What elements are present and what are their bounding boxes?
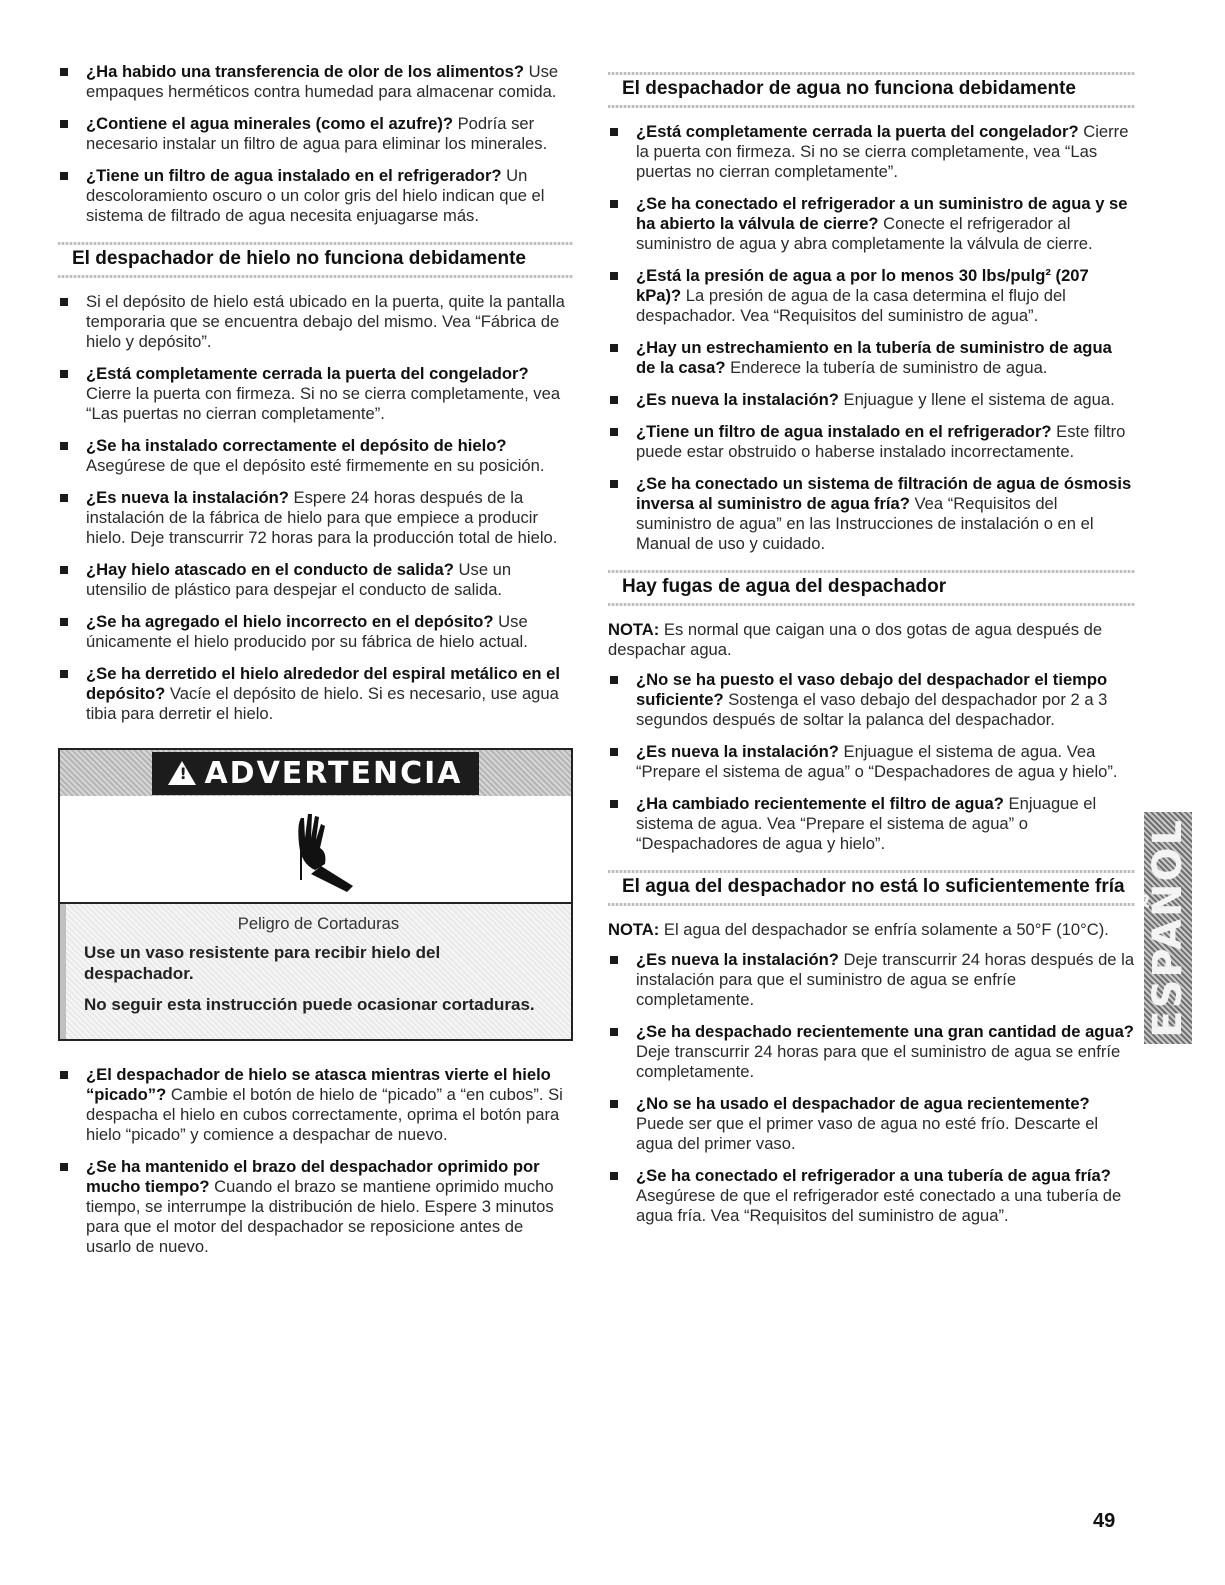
list-item: ¿Está la presión de agua a por lo menos 30 lbs/pulg² (207 kPa)? La presión de agua de la casa determina el flujo del despachador. Vea “Requisitos del suministro de agua”. — [608, 266, 1135, 326]
ice-dispenser-list-continued — [58, 1065, 573, 1257]
water-dispenser-heading: El despachador de agua no funciona debidamente — [608, 72, 1135, 108]
water-not-cold-list — [608, 950, 1135, 1226]
list-item: ¿Ha cambiado recientemente el filtro de agua? Enjuague el sistema de agua. Vea “Prepare el sistema de agua” o “Despachadores de agua y hielo”. — [608, 794, 1135, 854]
leak-note: NOTA: Es normal que caigan una o dos gotas de agua después de despachar agua. — [608, 620, 1103, 659]
list-item: ¿No se ha puesto el vaso debajo del despachador el tiempo suficiente? Sostenga el vaso debajo del despachador por 2 a 3 segundos después de soltar la palanca del despachador. — [608, 670, 1135, 730]
list-item: ¿Se ha conectado un sistema de filtración de agua de ósmosis inversa al suministro de agua fría? Vea “Requisitos del suministro de agua” en las Instrucciones de instalación o en el Manual de uso y cuidado. — [608, 474, 1135, 554]
page-number: 49 — [1093, 1510, 1116, 1532]
water-leak-list — [608, 670, 1135, 854]
list-item: Si el depósito de hielo está ubicado en la puerta, quite la pantalla temporaria que se encuentra debajo del mismo. Vea “Fábrica de hielo y depósito”. — [58, 292, 573, 352]
left-column — [58, 62, 573, 1269]
list-item: ¿Tiene un filtro de agua instalado en el refrigerador? Un descoloramiento oscuro o un color gris del hielo indican que el sistema de filtrado de agua necesita enjuagarse más. — [58, 166, 573, 226]
list-item: ¿Hay hielo atascado en el conducto de salida? Use un utensilio de plástico para despejar el conducto de salida. — [58, 560, 573, 600]
list-item: ¿Se ha mantenido el brazo del despachador oprimido por mucho tiempo? Cuando el brazo se mantiene oprimido mucho tiempo, se interrumpe la distribución de hielo. Espere 3 minutos para que el motor del despachador se reposicione antes de usarlo de nuevo. — [58, 1157, 573, 1257]
list-item: ¿Tiene un filtro de agua instalado en el refrigerador? Este filtro puede estar obstruido o haberse instalado incorrectamente. — [608, 422, 1135, 462]
ice-dispenser-list — [58, 292, 573, 724]
cold-note: NOTA: El agua del despachador se enfría solamente a 50°F (10°C). — [608, 920, 1109, 939]
list-item: ¿El despachador de hielo se atasca mientras vierte el hielo “picado”? Cambie el botón de hielo de “picado” a “en cubos”. Si despacha el hielo en cubos correctamente, oprima el botón para hielo “picado” y comience a despachar de nuevo. — [58, 1065, 573, 1145]
list-item: ¿Contiene el agua minerales (como el azufre)? Podría ser necesario instalar un filtro de agua para eliminar los minerales. — [58, 114, 573, 154]
list-item: ¿Se ha instalado correctamente el depósito de hielo? Asegúrese de que el depósito esté firmemente en su posición. — [58, 436, 573, 476]
language-side-tab — [1144, 812, 1192, 1044]
side-tab-label: ESPAÑOL — [1145, 818, 1191, 1038]
warning-symbol-area — [60, 796, 571, 904]
warning-body — [60, 904, 571, 1039]
list-item: ¿Se ha conectado el refrigerador a un suministro de agua y se ha abierto la válvula de cierre? Conecte el refrigerador al suministro de agua y abra completamente la válvula de cierre. — [608, 194, 1135, 254]
warning-title: ! ADVERTENCIA — [152, 752, 478, 795]
list-item: ¿Se ha despachado recientemente una gran cantidad de agua? Deje transcurrir 24 horas para que el suministro de agua se enfríe completamente. — [608, 1022, 1135, 1082]
list-item: ¿Se ha agregado el hielo incorrecto en el depósito? Use únicamente el hielo producido por su fábrica de hielo actual. — [58, 612, 573, 652]
warning-banner — [60, 750, 571, 796]
water-dispenser-list — [608, 122, 1135, 554]
warning-box — [58, 748, 573, 1041]
list-item: ¿Está completamente cerrada la puerta del congelador? Cierre la puerta con firmeza. Si no se cierra completamente, vea “Las puertas no cierran completamente”. — [58, 364, 573, 424]
list-item: ¿Se ha derretido el hielo alrededor del espiral metálico en el depósito? Vacíe el depósito de hielo. Si es necesario, use agua tibia para derretir el hielo. — [58, 664, 573, 724]
right-column — [608, 72, 1135, 1238]
warning-triangle-icon — [168, 761, 196, 785]
intro-list — [58, 62, 573, 226]
ice-dispenser-heading: El despachador de hielo no funciona debidamente — [58, 242, 573, 278]
list-item: ¿No se ha usado el despachador de agua recientemente? Puede ser que el primer vaso de agua no esté frío. Descarte el agua del primer vaso. — [608, 1094, 1135, 1154]
list-item: ¿Hay un estrechamiento en la tubería de suministro de agua de la casa? Enderece la tubería de suministro de agua. — [608, 338, 1135, 378]
list-item: ¿Es nueva la instalación? Espere 24 horas después de la instalación de la fábrica de hielo para que empiece a producir hielo. Deje transcurrir 72 horas para la producción total de hielo. — [58, 488, 573, 548]
water-leak-heading: Hay fugas de agua del despachador — [608, 570, 1135, 606]
hazard-label: Peligro de Cortaduras — [237, 914, 400, 933]
list-item: ¿Es nueva la instalación? Enjuague el sistema de agua. Vea “Prepare el sistema de agua” o “Despachadores de agua y hielo”. — [608, 742, 1135, 782]
hand-cut-hazard-icon — [271, 804, 361, 894]
warning-consequence: No seguir esta instrucción puede ocasionar cortaduras. — [84, 995, 535, 1014]
list-item: ¿Es nueva la instalación? Deje transcurrir 24 horas después de la instalación para que el suministro de agua se enfríe completamente. — [608, 950, 1135, 1010]
list-item: ¿Se ha conectado el refrigerador a una tubería de agua fría? Asegúrese de que el refrigerador esté conectado a una tubería de agua fría. Vea “Requisitos del suministro de agua”. — [608, 1166, 1135, 1226]
list-item: ¿Es nueva la instalación? Enjuague y llene el sistema de agua. — [608, 390, 1135, 410]
warning-instruction: Use un vaso resistente para recibir hielo del despachador. — [84, 943, 441, 983]
list-item: ¿Ha habido una transferencia de olor de los alimentos? Use empaques herméticos contra humedad para almacenar comida. — [58, 62, 573, 102]
water-not-cold-heading: El agua del despachador no está lo suficientemente fría — [608, 870, 1135, 906]
list-item: ¿Está completamente cerrada la puerta del congelador? Cierre la puerta con firmeza. Si no se cierra completamente, vea “Las puertas no cierran completamente”. — [608, 122, 1135, 182]
